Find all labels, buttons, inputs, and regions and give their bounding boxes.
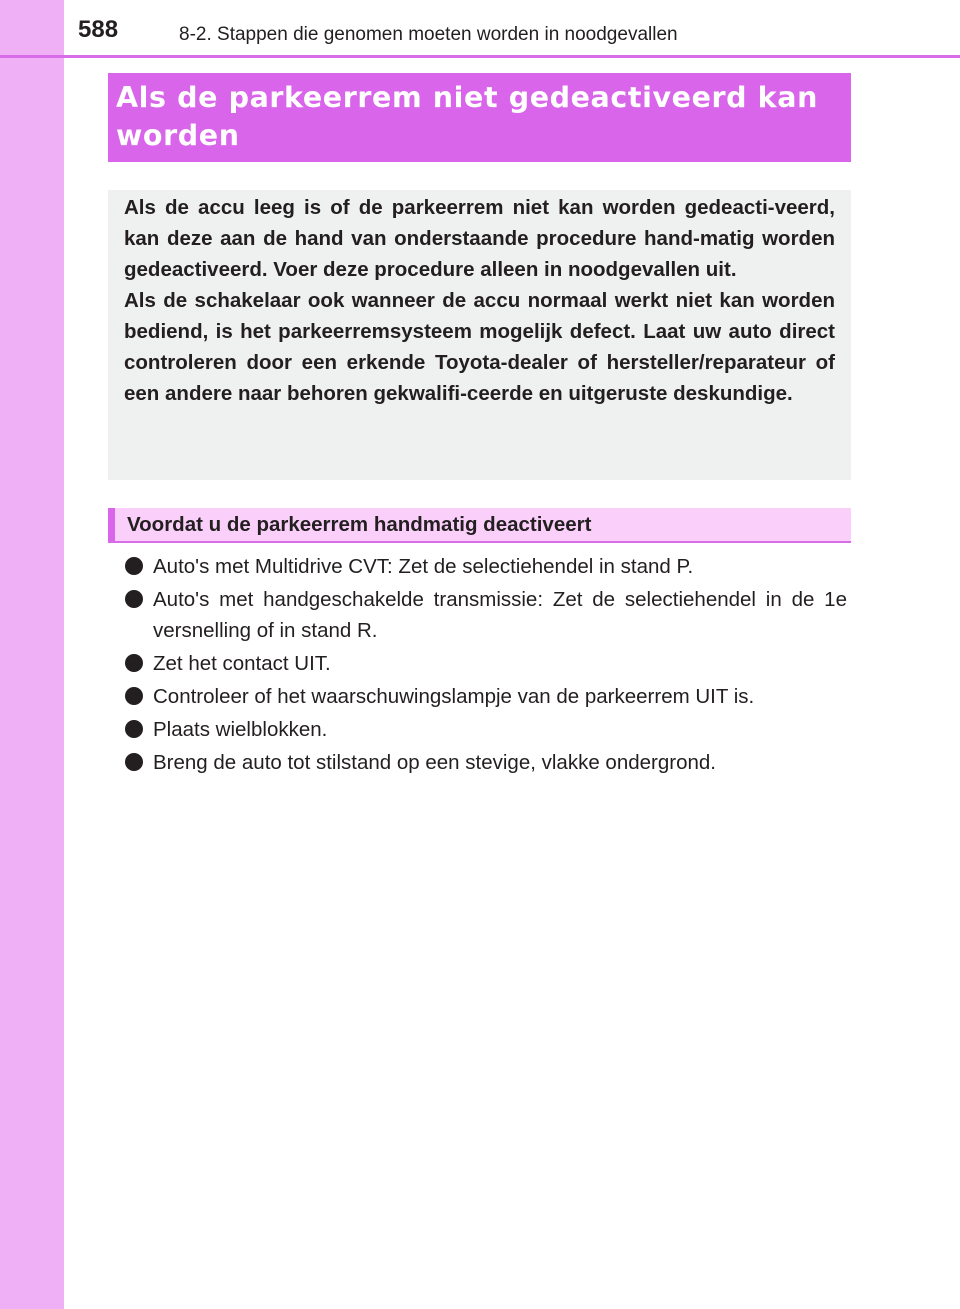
section-title-box [108,73,851,162]
notice-paragraph-1: Als de accu leeg is of de parkeerrem niet kan worden gedeacti-veerd, kan deze aan de hand van onderstaande procedure hand-matig worden gedeactiveerd. Voer deze procedure alleen in noodgevallen uit. [124,196,835,281]
list-item [125,714,847,745]
bullet-dot-icon [125,720,143,738]
bullet-dot-icon [125,590,143,608]
subsection-accent [108,508,115,541]
notice-paragraph-2: Als de schakelaar ook wanneer de accu normaal werkt niet kan worden bediend, is het parkeerremsysteem mogelijk defect. Laat uw auto direct controleren door een erkende Toyota-dealer of hersteller/reparateur of een andere naar behoren gekwalifi-ceerde en uitgeruste deskundige. [124,289,835,405]
header-divider [0,55,960,58]
section-title: Als de parkeerrem niet gedeactiveerd kan worden [116,81,818,152]
page-number: 588 [78,16,119,43]
bullet-dot-icon [125,753,143,771]
list-item [125,747,847,778]
list-item-text: Plaats wielblokken. [153,718,328,741]
list-item-text: Auto's met handgeschakelde transmissie: Zet de selectiehendel in de 1e versnelling of in stand R. [153,588,847,642]
subsection-title: Voordat u de parkeerrem handmatig deactiveert [127,513,592,536]
bullet-dot-icon [125,654,143,672]
notice-text [124,192,835,409]
list-item-text: Zet het contact UIT. [153,652,331,675]
bullet-list [125,551,847,780]
notice-box [108,190,851,480]
list-item-text: Controleer of het waarschuwingslampje van de parkeerrem UIT is. [153,685,755,708]
subsection-header [108,508,851,543]
list-item-text: Breng de auto tot stilstand op een stevige, vlakke ondergrond. [153,751,716,774]
list-item-text: Auto's met Multidrive CVT: Zet de selectiehendel in stand P. [153,555,694,578]
side-strip [0,0,64,1309]
list-item [125,584,847,646]
chapter-title: 8-2. Stappen die genomen moeten worden in noodgevallen [179,24,678,45]
list-item [125,551,847,582]
bullet-dot-icon [125,687,143,705]
list-item [125,681,847,712]
bullet-dot-icon [125,557,143,575]
list-item [125,648,847,679]
